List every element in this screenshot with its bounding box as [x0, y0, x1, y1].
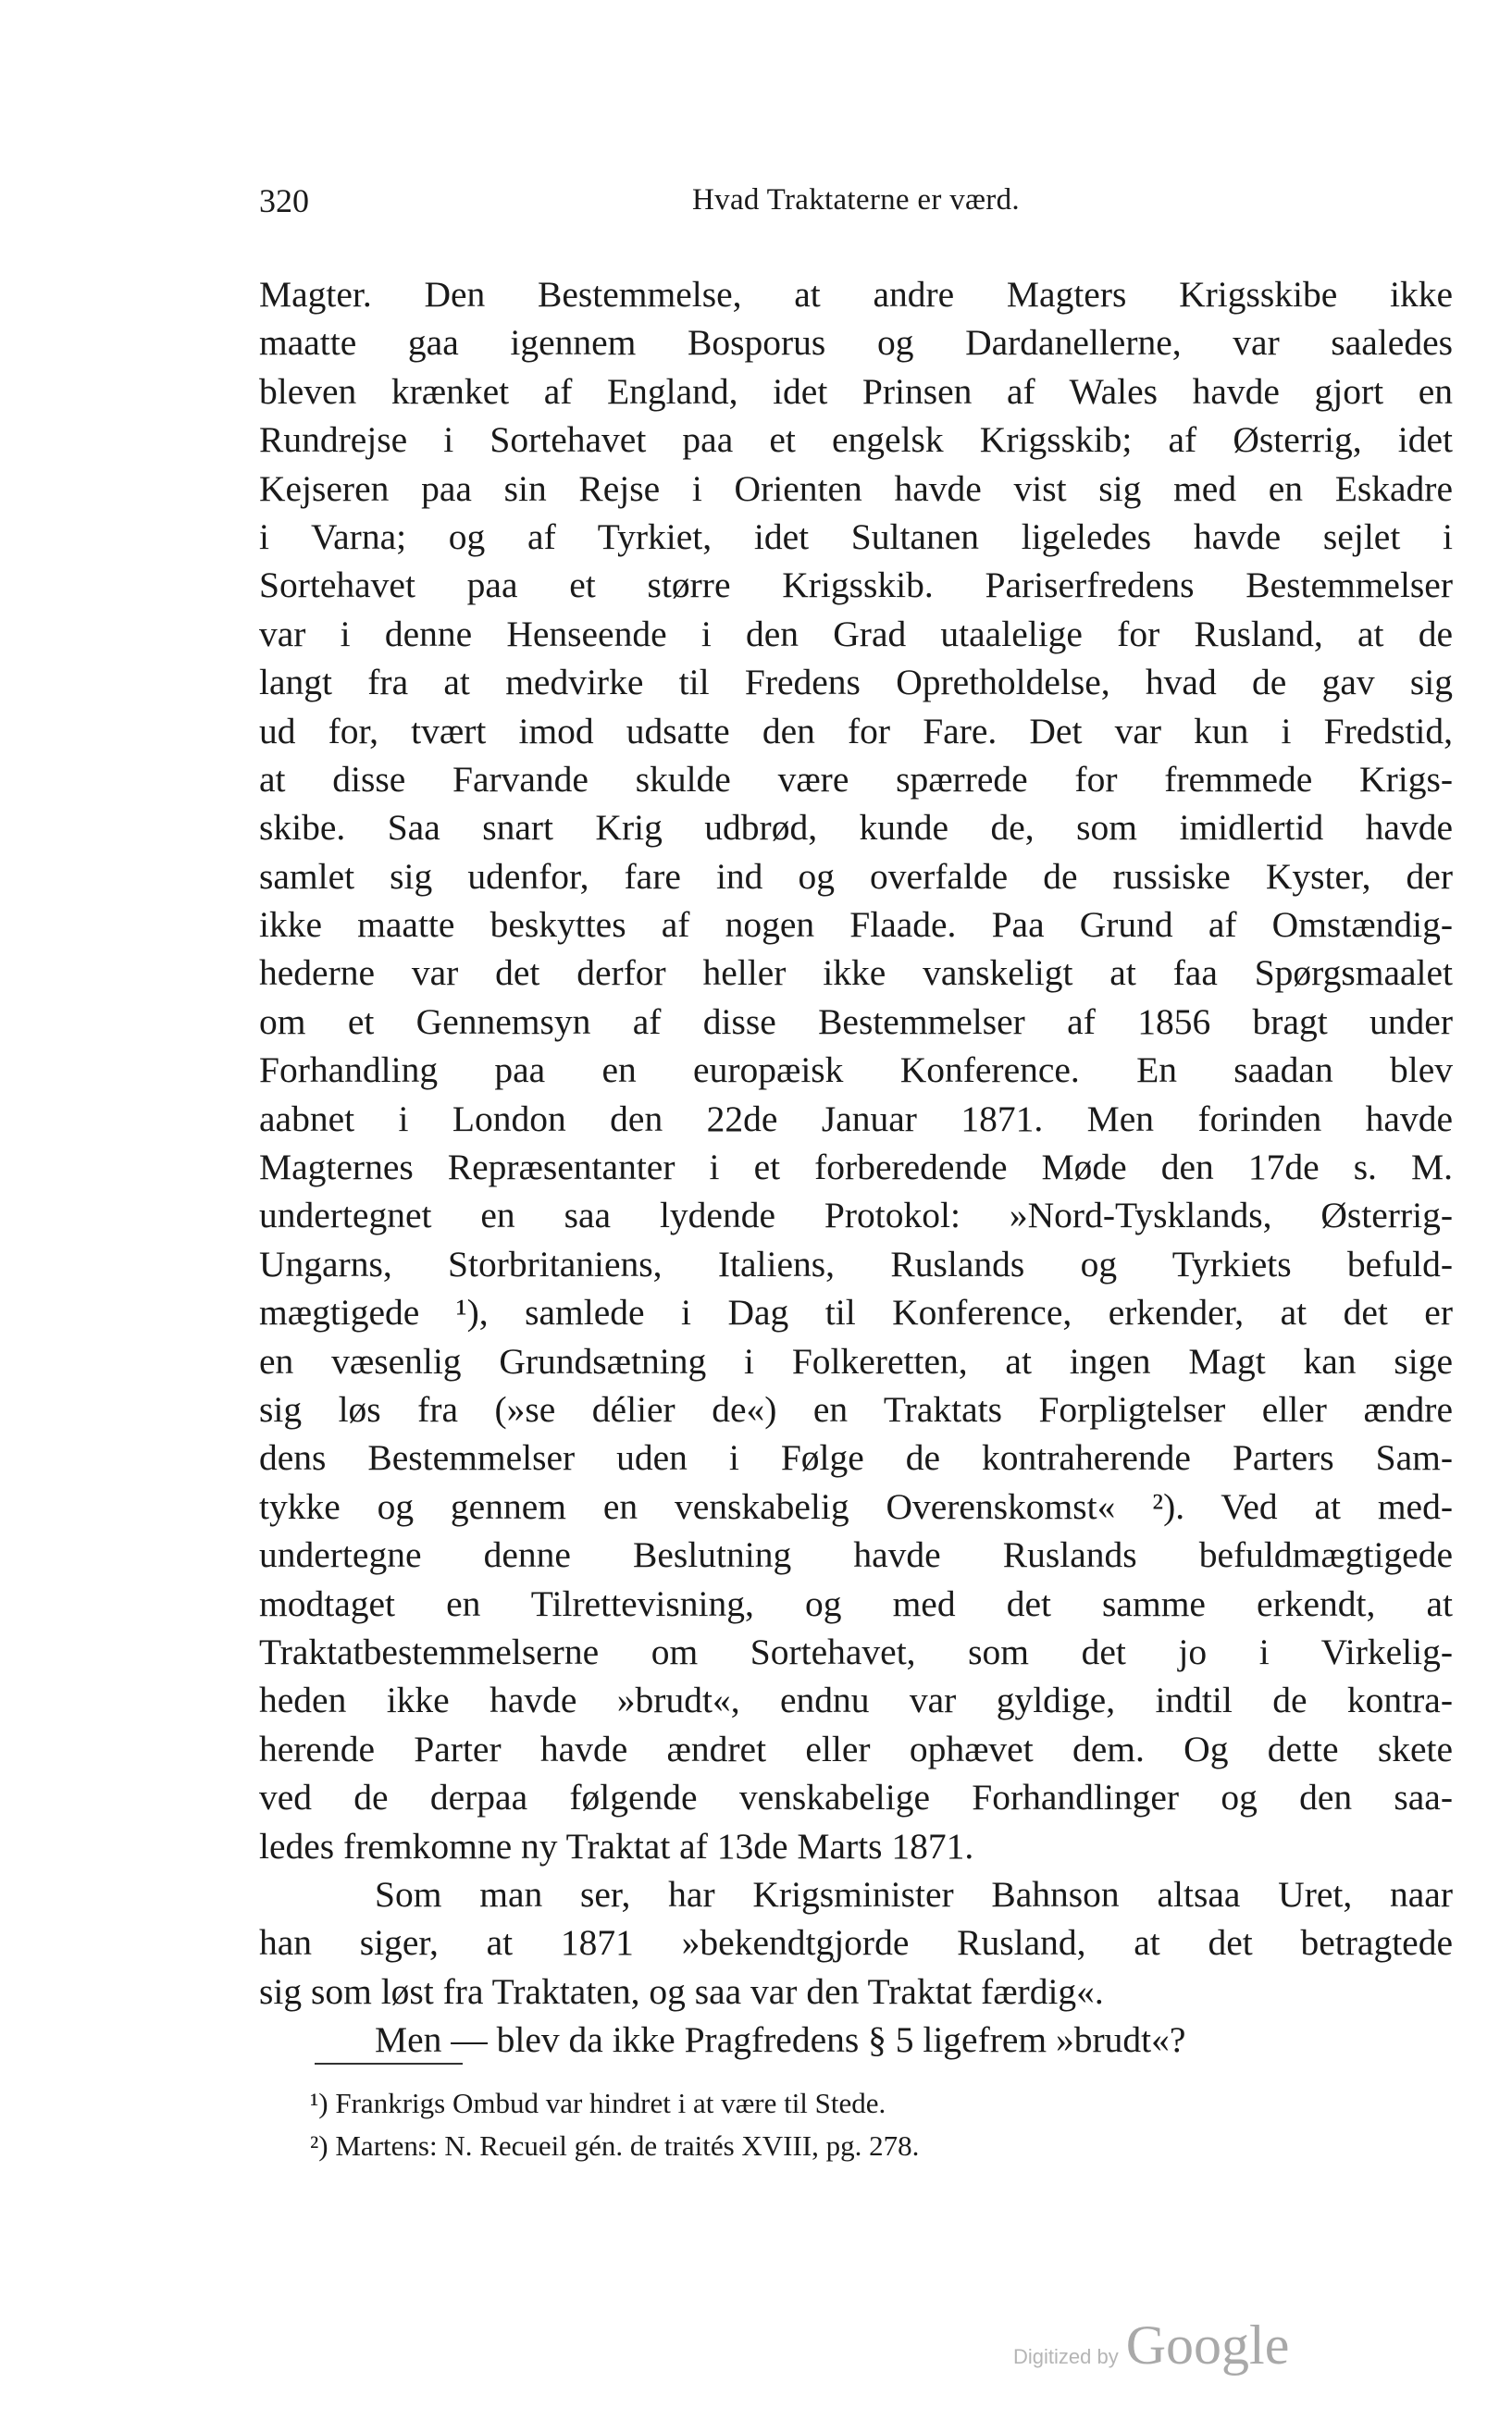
body-line: Sortehavet paa et større Krigsskib. Pariserfredens Bestemmelser [259, 565, 1453, 606]
body-line: i Varna; og af Tyrkiet, idet Sultanen ligeledes havde sejlet i [259, 515, 1453, 557]
body-line: at disse Farvande skulde være spærrede for fremmede Krigs- [259, 758, 1453, 800]
body-line: Magter. Den Bestemmelse, at andre Magters Krigsskibe ikke [259, 274, 1453, 315]
body-line: herende Parter havde ændret eller ophævet dem. Og dette skete [259, 1728, 1453, 1769]
body-line: Traktatbestemmelserne om Sortehavet, som det jo i Virkelig- [259, 1631, 1453, 1672]
page-header [259, 181, 1453, 228]
body-line: Men — blev da ikke Pragfredens § 5 ligefrem »brudt«? [375, 2019, 1186, 2061]
body-line: langt fra at medvirke til Fredens Opretholdelse, hvad de gav sig [259, 662, 1453, 703]
body-line: hederne var det derfor heller ikke vanskeligt at faa Spørgsmaalet [259, 952, 1453, 994]
body-line: han siger, at 1871 »bekendtgjorde Rusland, at det betragtede [259, 1922, 1453, 1964]
body-text [259, 270, 1453, 2064]
body-line: var i denne Henseende i den Grad utaalelige for Rusland, at de [259, 613, 1453, 654]
page-number: 320 [259, 182, 309, 219]
body-line: ledes fremkomne ny Traktat af 13de Marts 1871. [259, 1825, 974, 1867]
footnote-1: ¹) Frankrigs Ombud var hindret i at være til Stede. [310, 2087, 886, 2119]
body-line: Som man ser, har Krigsminister Bahnson altsaa Uret, naar [375, 1873, 1453, 1915]
body-line: Forhandling paa en europæisk Konference. En saadan blev [259, 1049, 1453, 1091]
body-line: Ungarns, Storbritaniens, Italiens, Ruslands og Tyrkiets befuld- [259, 1243, 1453, 1284]
body-line: modtaget en Tilrettevisning, og med det samme erkendt, at [259, 1582, 1453, 1624]
body-line: maatte gaa igennem Bosporus og Dardanellerne, var saaledes [259, 322, 1453, 364]
google-logo: Google [1125, 2315, 1290, 2376]
body-line: undertegne denne Beslutning havde Ruslands befuldmægtigede [259, 1534, 1453, 1576]
footnote-divider [315, 2063, 463, 2065]
body-line: dens Bestemmelser uden i Følge de kontraherende Parters Sam- [259, 1437, 1453, 1479]
body-line: Magternes Repræsentanter i et forberedende Møde den 17de s. M. [259, 1147, 1453, 1188]
body-line: tykke og gennem en venskabelig Overenskomst« ²). Ved at med- [259, 1485, 1453, 1527]
footnote-2: ²) Martens: N. Recueil gén. de traités XVIII, pg. 278. [310, 2129, 920, 2162]
body-line: undertegnet en saa lydende Protokol: »Nord-Tysklands, Østerrig- [259, 1195, 1453, 1236]
body-line: ikke maatte beskyttes af nogen Flaade. Paa Grund af Omstændig- [259, 904, 1453, 946]
body-line: bleven krænket af England, idet Prinsen af Wales havde gjort en [259, 370, 1453, 412]
body-line: heden ikke havde »brudt«, endnu var gyldige, indtil de kontra- [259, 1680, 1453, 1721]
body-line: om et Gennemsyn af disse Bestemmelser af 1856 bragt under [259, 1000, 1453, 1042]
body-line: skibe. Saa snart Krig udbrød, kunde de, som imidlertid havde [259, 807, 1453, 849]
body-line: ud for, tvært imod udsatte den for Fare. Det var kun i Fredstid, [259, 710, 1453, 751]
footnotes [310, 2082, 1328, 2167]
body-line: sig som løst fra Traktaten, og saa var den Traktat færdig«. [259, 1970, 1104, 2012]
body-line: Kejseren paa sin Rejse i Orienten havde vist sig med en Eskadre [259, 467, 1453, 509]
body-line: Rundrejse i Sortehavet paa et engelsk Krigsskib; af Østerrig, idet [259, 419, 1453, 461]
body-line: sig løs fra (»se délier de«) en Traktats Forpligtelser eller ændre [259, 1388, 1453, 1430]
body-line: samlet sig udenfor, fare ind og overfalde de russiske Kyster, der [259, 855, 1453, 897]
body-line: en væsenlig Grundsætning i Folkeretten, at ingen Magt kan sige [259, 1340, 1453, 1382]
digitized-watermark [1013, 2314, 1289, 2378]
running-head: Hvad Traktaterne er værd. [692, 183, 1020, 217]
body-line: ved de derpaa følgende venskabelige Forhandlinger og den saa- [259, 1777, 1453, 1818]
watermark-prefix: Digitized by [1013, 2345, 1119, 2368]
body-line: aabnet i London den 22de Januar 1871. Men forinden havde [259, 1098, 1453, 1139]
body-line: mægtigede ¹), samlede i Dag til Konference, erkender, at det er [259, 1292, 1453, 1334]
